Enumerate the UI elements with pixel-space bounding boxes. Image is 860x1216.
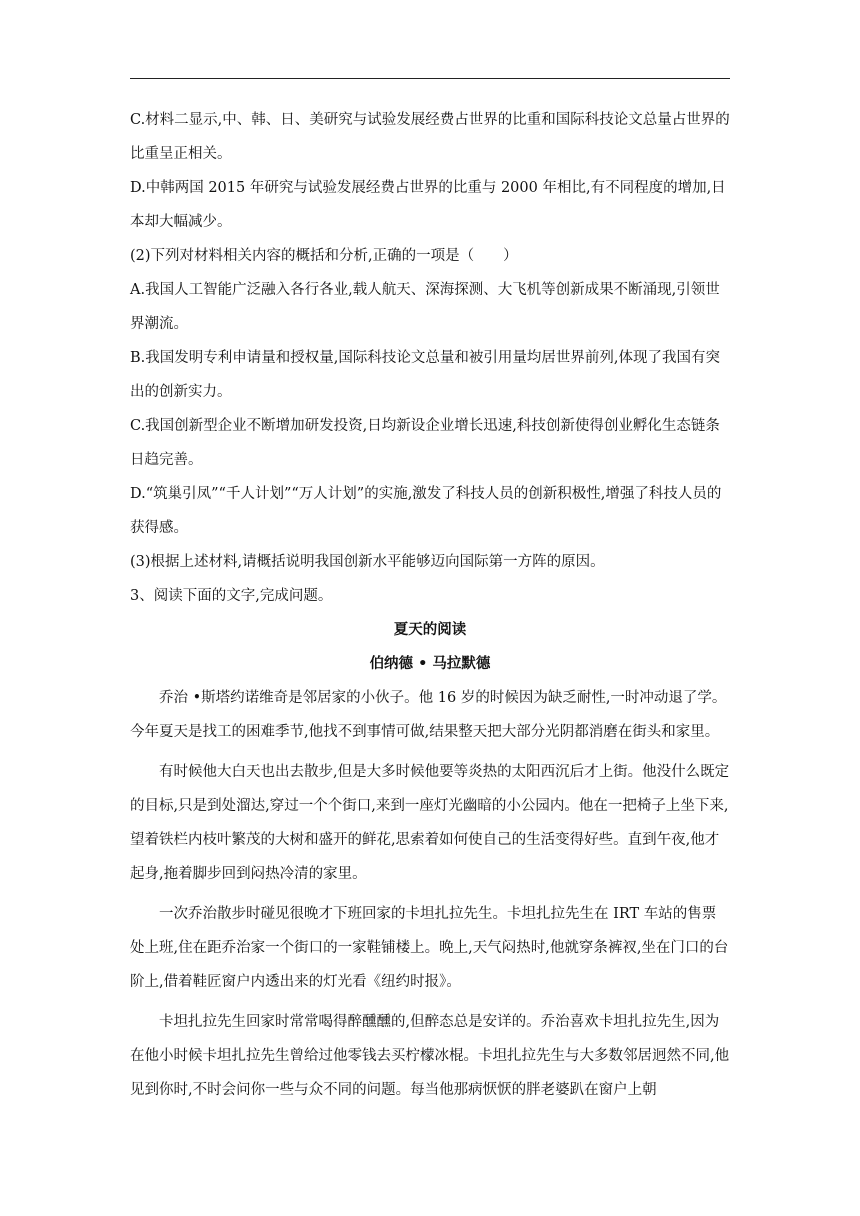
option-q2-c: C.我国创新型企业不断增加研发投资,日均新设企业增长迅速,科技创新使得创业孵化生态链条日趋完善。	[130, 418, 720, 468]
option-q1-d: D.中韩两国 2015 年研究与试验发展经费占世界的比重与 2000 年相比,有不同程度的增加,日本却大幅减少。	[130, 180, 726, 230]
option-q1-c: C.材料二显示,中、韩、日、美研究与试验发展经费占世界的比重和国际科技论文总量占世界的比重呈正相关。	[130, 112, 730, 162]
story-paragraph-1: 乔治 •斯塔约诺维奇是邻居家的小伙子。他 16 岁的时候因为缺乏耐性,一时冲动退了学。今年夏天是找工的困难季节,他找不到事情可做,结果整天把大部分光阴都消磨在街头和家里。	[130, 690, 727, 740]
section-3-intro: 3、阅读下面的文字,完成问题。	[130, 588, 333, 604]
question-2-stem: (2)下列对材料相关内容的概括和分析,正确的一项是（ ）	[130, 248, 518, 264]
story-paragraph-3: 一次乔治散步时碰见很晚才下班回家的卡坦扎拉先生。卡坦扎拉先生在 IRT 车站的售票处上班,住在距乔治家一个街口的一家鞋铺楼上。晚上,天气闷热时,他就穿条裤衩,坐在门口的台阶上,借着鞋匠窗户内透出来的灯光看《纽约时报》。	[130, 906, 729, 990]
question-3: (3)根据上述材料,请概括说明我国创新水平能够迈向国际第一方阵的原因。	[130, 554, 605, 570]
option-q2-a: A.我国人工智能广泛融入各行各业,载人航天、深海探测、大飞机等创新成果不断涌现,引领世界潮流。	[130, 282, 720, 332]
story-paragraph-4: 卡坦扎拉先生回家时常常喝得醉醺醺的,但醉态总是安详的。乔治喜欢卡坦扎拉先生,因为在他小时候卡坦扎拉先生曾给过他零钱去买柠檬冰棍。卡坦扎拉先生与大多数邻居迥然不同,他见到你时,不时会问你一些与众不同的问题。每当他那病恹恹的胖老婆趴在窗户上朝	[130, 1014, 730, 1098]
header-rule	[130, 78, 730, 79]
option-q2-b: B.我国发明专利申请量和授权量,国际科技论文总量和被引用量均居世界前列,体现了我国有突出的创新实力。	[130, 350, 720, 400]
story-paragraph-2: 有时候他大白天也出去散步,但是大多时候他要等炎热的太阳西沉后才上街。他没什么既定的目标,只是到处溜达,穿过一个个街口,来到一座灯光幽暗的小公园内。他在一把椅子上坐下来,望着铁栏内枝叶繁茂的大树和盛开的鲜花,思索着如何使自己的生活变得好些。直到午夜,他才起身,拖着脚步回到闷热冷清的家里。	[130, 764, 730, 882]
option-q2-d: D.“筑巢引凤”“千人计划”“万人计划”的实施,激发了科技人员的创新积极性,增强了科技人员的获得感。	[130, 486, 722, 536]
document-body	[130, 103, 730, 1107]
story-title: 夏天的阅读	[393, 622, 467, 638]
story-author: 伯纳德 • 马拉默德	[369, 656, 491, 672]
